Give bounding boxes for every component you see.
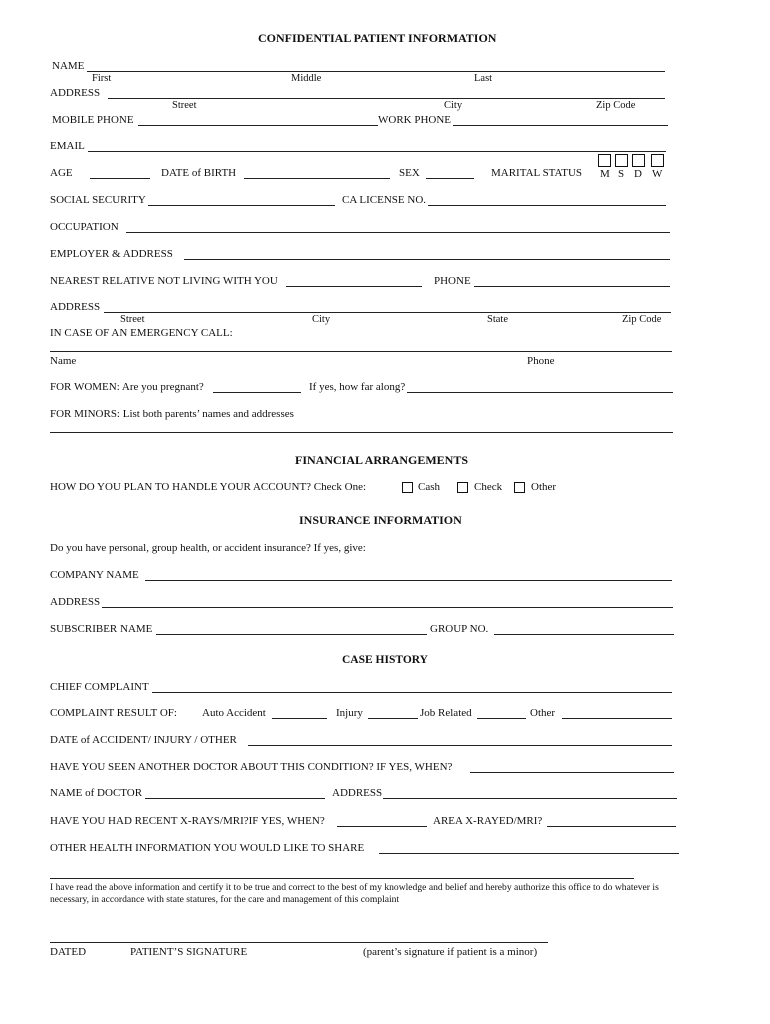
case-history-heading: CASE HISTORY (342, 654, 428, 666)
auto-accident-label: Auto Accident (202, 707, 266, 719)
relative-street-caption: Street (120, 314, 145, 325)
cash-label: Cash (418, 481, 440, 493)
nearest-relative-field[interactable] (288, 274, 420, 286)
certification-text: I have read the above information and certify it to be true and correct to the best of my knowledge and belief and hereby authorize this office to do whatever is necessary, in accordance with state statures, for the care and management of this complaint (50, 882, 659, 905)
zip-caption: Zip Code (596, 100, 636, 111)
xrays-line (337, 826, 427, 827)
how-far-label: If yes, how far along? (309, 381, 406, 393)
emergency-label: IN CASE OF AN EMERGENCY CALL: (50, 327, 233, 339)
insurance-address-label: ADDRESS (50, 596, 101, 608)
marital-w-label: W (652, 168, 663, 180)
name-line (87, 71, 665, 72)
xrays-label: HAVE YOU HAD RECENT X-RAYS/MRI?IF YES, WHEN? (50, 815, 325, 827)
occupation-line (126, 232, 670, 233)
name-field[interactable] (90, 59, 660, 71)
work-phone-field[interactable] (455, 113, 665, 125)
address-label: ADDRESS (50, 87, 101, 99)
xrays-field[interactable] (339, 814, 425, 826)
relative-state-caption: State (487, 314, 508, 325)
nearest-relative-label: NEAREST RELATIVE NOT LIVING WITH YOU (50, 275, 278, 287)
middle-caption: Middle (291, 73, 322, 84)
other-health-line-2 (50, 878, 634, 879)
dob-line (244, 178, 390, 179)
insurance-heading: INSURANCE INFORMATION (299, 513, 462, 527)
minors-label: FOR MINORS: List both parents’ names and addresses (50, 408, 294, 420)
relative-address-field[interactable] (106, 300, 668, 312)
email-label: EMAIL (50, 140, 85, 152)
date-accident-label: DATE of ACCIDENT/ INJURY / OTHER (50, 734, 237, 746)
check-checkbox[interactable] (457, 482, 468, 493)
occupation-label: OCCUPATION (50, 221, 119, 233)
age-line (90, 178, 150, 179)
other-cause-field[interactable] (564, 706, 670, 718)
minors-field[interactable] (52, 420, 670, 432)
auto-accident-line (272, 718, 327, 719)
minors-line (50, 432, 673, 433)
insurance-address-field[interactable] (104, 595, 670, 607)
chief-complaint-field[interactable] (154, 680, 670, 692)
doctor-name-field[interactable] (147, 786, 323, 798)
occupation-field[interactable] (128, 220, 668, 232)
pregnant-field[interactable] (215, 380, 299, 392)
how-far-field[interactable] (409, 380, 671, 392)
injury-label: Injury (336, 707, 363, 719)
emergency-phone-caption: Phone (527, 355, 555, 367)
date-accident-field[interactable] (250, 733, 670, 745)
insurance-address-line (102, 607, 673, 608)
pregnant-label: FOR WOMEN: Are you pregnant? (50, 381, 204, 393)
group-label: GROUP NO. (430, 623, 489, 635)
area-xrayed-field[interactable] (549, 814, 674, 826)
other-payment-label: Other (531, 481, 557, 493)
ca-license-field[interactable] (430, 193, 664, 205)
group-field[interactable] (496, 622, 672, 634)
marital-s-label: S (618, 168, 625, 180)
check-label: Check (474, 481, 503, 493)
subscriber-label: SUBSCRIBER NAME (50, 623, 153, 635)
ca-license-line (428, 205, 666, 206)
marital-d-label: D (634, 168, 642, 180)
age-field[interactable] (92, 166, 148, 178)
work-phone-label: WORK PHONE (378, 114, 452, 126)
work-phone-line (453, 125, 668, 126)
job-related-field[interactable] (479, 706, 524, 718)
page-title: CONFIDENTIAL PATIENT INFORMATION (258, 31, 497, 45)
other-doctor-label: HAVE YOU SEEN ANOTHER DOCTOR ABOUT THIS CONDITION? IF YES, WHEN? (50, 761, 453, 773)
pregnant-line (213, 392, 301, 393)
mobile-phone-label: MOBILE PHONE (52, 114, 134, 126)
other-health-field-2[interactable] (52, 866, 632, 878)
name-label: NAME (52, 60, 85, 72)
how-far-line (407, 392, 673, 393)
email-line (88, 151, 666, 152)
doctor-address-label: ADDRESS (332, 787, 383, 799)
company-name-field[interactable] (147, 568, 669, 580)
area-xrayed-line (547, 826, 676, 827)
relative-phone-field[interactable] (476, 274, 668, 286)
other-cause-line (562, 718, 672, 719)
street-caption: Street (172, 100, 197, 111)
address-line (108, 98, 665, 99)
sex-line (426, 178, 474, 179)
emergency-line (50, 351, 672, 352)
relative-phone-label: PHONE (434, 275, 471, 287)
area-xrayed-label: AREA X-RAYED/MRI? (433, 815, 543, 827)
marital-m-checkbox[interactable] (598, 154, 611, 167)
relative-address-line (104, 312, 671, 313)
first-caption: First (92, 73, 112, 84)
dob-label: DATE of BIRTH (161, 167, 237, 179)
doctor-address-field[interactable] (385, 786, 675, 798)
other-payment-checkbox[interactable] (514, 482, 525, 493)
relative-address-label: ADDRESS (50, 301, 101, 313)
dob-field[interactable] (246, 166, 388, 178)
job-related-label: Job Related (420, 707, 472, 719)
doctor-name-label: NAME of DOCTOR (50, 787, 143, 799)
injury-line (368, 718, 418, 719)
chief-complaint-line (152, 692, 672, 693)
complaint-result-label: COMPLAINT RESULT OF: (50, 707, 177, 719)
marital-w-checkbox[interactable] (651, 154, 664, 167)
relative-city-caption: City (312, 314, 331, 325)
company-name-label: COMPANY NAME (50, 569, 139, 581)
marital-s-checkbox[interactable] (615, 154, 628, 167)
injury-field[interactable] (370, 706, 416, 718)
employer-label: EMPLOYER & ADDRESS (50, 248, 173, 260)
mobile-phone-line (138, 125, 378, 126)
chief-complaint-label: CHIEF COMPLAINT (50, 681, 149, 693)
relative-phone-line (474, 286, 670, 287)
social-security-line (148, 205, 335, 206)
doctor-address-line (383, 798, 677, 799)
date-accident-line (248, 745, 672, 746)
doctor-name-line (145, 798, 325, 799)
dated-label: DATED (50, 946, 87, 958)
auto-accident-field[interactable] (274, 706, 325, 718)
marital-m-label: M (600, 168, 610, 180)
sex-field[interactable] (428, 166, 472, 178)
mobile-phone-field[interactable] (140, 113, 375, 125)
other-health-line (379, 853, 679, 854)
signature-line (50, 942, 548, 943)
job-related-line (477, 718, 526, 719)
subscriber-line (156, 634, 427, 635)
ca-license-label: CA LICENSE NO. (342, 194, 427, 206)
insurance-question: Do you have personal, group health, or accident insurance? If yes, give: (50, 542, 366, 554)
other-doctor-field[interactable] (472, 760, 672, 772)
city-caption: City (444, 100, 463, 111)
social-security-label: SOCIAL SECURITY (50, 194, 146, 206)
marital-d-checkbox[interactable] (632, 154, 645, 167)
marital-status-label: MARITAL STATUS (491, 167, 583, 179)
parent-signature-note: (parent’s signature if patient is a minor) (363, 946, 538, 958)
other-doctor-line (470, 772, 674, 773)
subscriber-field[interactable] (158, 622, 424, 634)
group-line (494, 634, 674, 635)
emergency-field[interactable] (52, 339, 668, 351)
company-name-line (145, 580, 672, 581)
age-label: AGE (50, 167, 73, 179)
emergency-name-caption: Name (50, 355, 77, 367)
nearest-relative-line (286, 286, 422, 287)
patient-signature-label: PATIENT’S SIGNATURE (130, 946, 248, 958)
address-field[interactable] (110, 86, 660, 98)
cash-checkbox[interactable] (402, 482, 413, 493)
sex-label: SEX (399, 167, 420, 179)
other-cause-label: Other (530, 707, 556, 719)
email-field[interactable] (90, 139, 660, 151)
other-health-field[interactable] (381, 841, 677, 853)
other-health-label: OTHER HEALTH INFORMATION YOU WOULD LIKE TO SHARE (50, 842, 365, 854)
last-caption: Last (474, 73, 493, 84)
financial-heading: FINANCIAL ARRANGEMENTS (295, 453, 469, 467)
social-security-field[interactable] (150, 193, 332, 205)
employer-field[interactable] (186, 247, 668, 259)
account-question: HOW DO YOU PLAN TO HANDLE YOUR ACCOUNT? Check One: (50, 481, 367, 493)
relative-zip-caption: Zip Code (622, 314, 662, 325)
employer-line (184, 259, 670, 260)
